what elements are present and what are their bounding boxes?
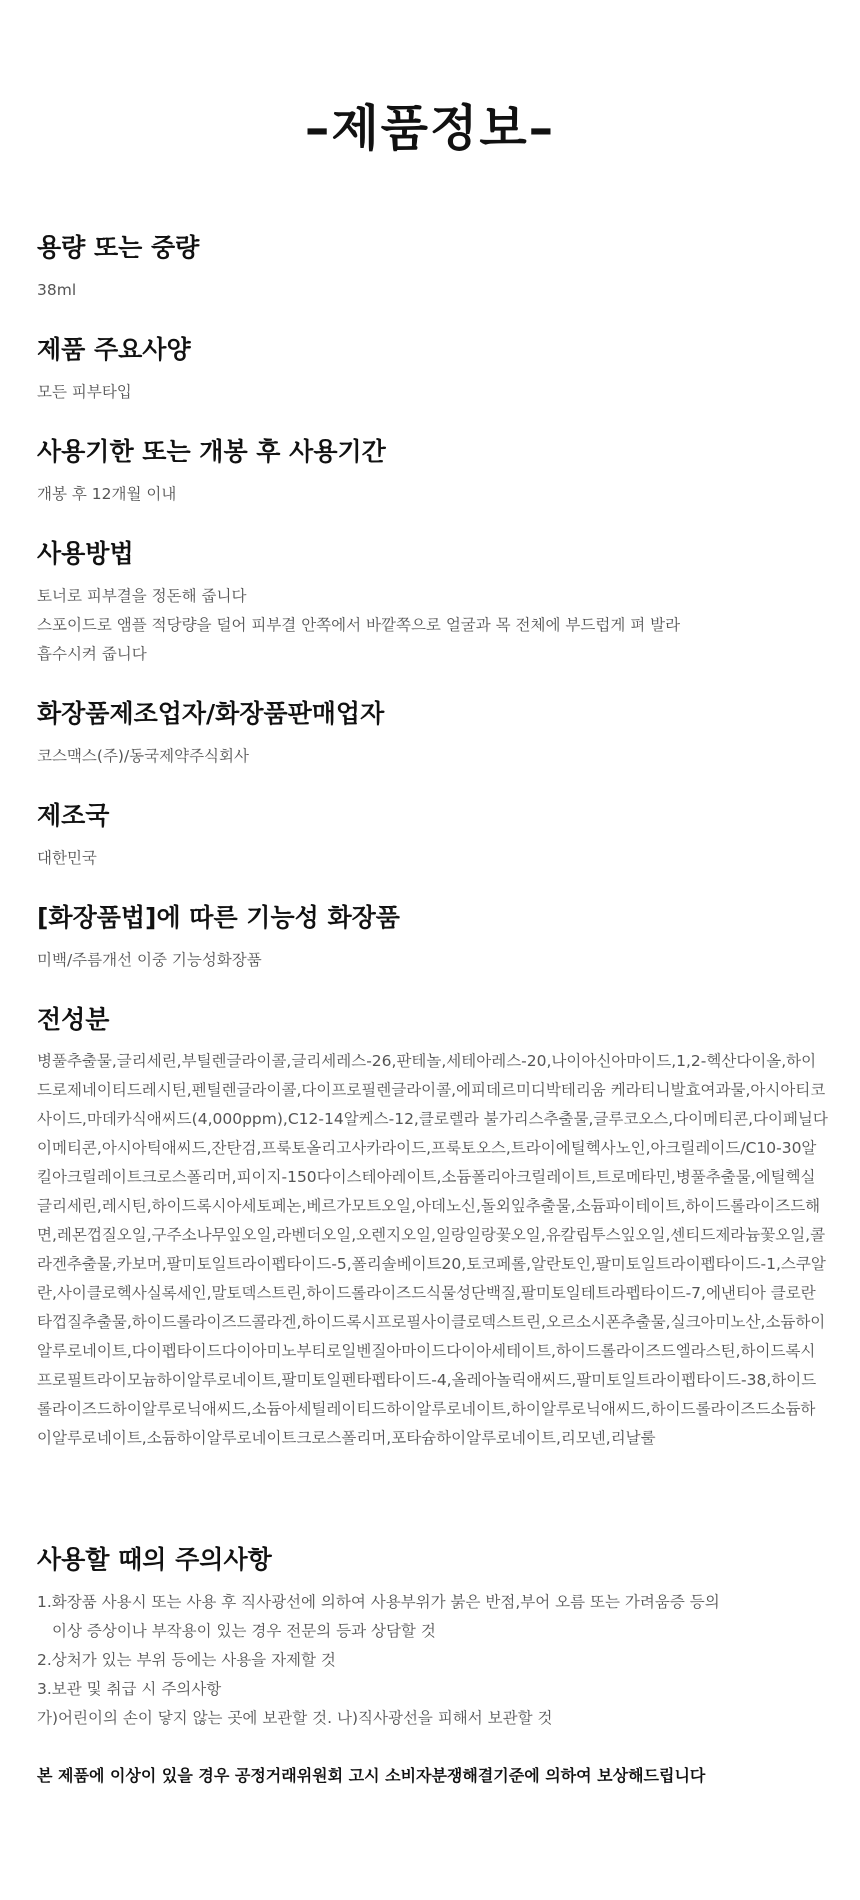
caution-item: 2.상처가 있는 부위 등에는 사용을 자제할 것 <box>37 1651 336 1669</box>
section-caution <box>37 1543 823 1733</box>
section-country <box>37 799 823 873</box>
section-title-ingredients: 전성분 <box>37 1005 110 1034</box>
caution-item: 1.화장품 사용시 또는 사용 후 직사광선에 의하여 사용부위가 붉은 반점,부어 오름 또는 가려움증 등의 <box>37 1593 720 1611</box>
expiry-value: 개봉 후 12개월 이내 <box>37 485 177 503</box>
manufacturer-value: 코스맥스(주)/동국제약주식회사 <box>37 747 249 765</box>
functional-value: 미백/주름개선 이중 기능성화장품 <box>37 951 262 969</box>
section-usage <box>37 537 823 669</box>
section-ingredients <box>37 1003 830 1453</box>
specs-value: 모든 피부타입 <box>37 383 132 401</box>
caution-body <box>37 1588 823 1733</box>
section-title-usage: 사용방법 <box>37 539 134 568</box>
caution-item: 3.보관 및 취급 시 주의사항 <box>37 1680 222 1698</box>
caution-item-continuation: 이상 증상이나 부작용이 있는 경우 전문의 등과 상담할 것 <box>52 1622 436 1640</box>
section-title-expiry: 사용기한 또는 개봉 후 사용기간 <box>37 437 386 466</box>
section-manufacturer <box>37 697 823 771</box>
section-specs <box>37 333 823 407</box>
usage-line: 흡수시켜 줍니다 <box>37 645 147 663</box>
ingredients-list: 병풀추출물,글리세린,부틸렌글라이콜,글리세레스-26,판테놀,세테아레스-20,나이아신아마이드,1,2-헥산다이올,하이드로제네이티드레시틴,펜틸렌글라이콜,다이프로필렌글라이콜,에피데르미디박테리움 케라티니발효여과물,아시아티코사이드,마데카식애씨드(4,000ppm),C12-14알케스-12,클로렐라 불가리스추출물,글루코오스,다이메티콘,다이페닐다이메티콘,아시아틱애씨드,잔탄검,프룩토올리고사카라이드,프룩토오스,트라이에틸헥사노인,아크릴레이드/C10-30알킬아크릴레이트크로스폴리머,피이지-150다이스테아레이트,소듐폴리아크릴레이트,트로메타민,병풀추출물,에틸헥실글리세린,레시틴,하이드록시아세토페논,베르가모트오일,아데노신,돌외잎추출물,소듐파이테이트,하이드롤라이즈드해면,레몬껍질오일,구주소나무잎오일,라벤더오일,오렌지오일,일랑일랑꽃오일,유칼립투스잎오일,센티드제라늄꽃오일,콜라겐추출물,카보머,팔미토일트라이펩타이드-5,폴리솔베이트20,토코페롤,알란토인,팔미토일트라이펩타이드-1,스쿠알란,사이클로헥사실록세인,말토덱스트린,하이드롤라이즈드식물성단백질,팔미토일테트라펩타이드-7,에낸티아 클로란타껍질추출물,하이드롤라이즈드콜라겐,하이드록시프로필사이클로덱스트린,오르소시폰추출물,실크아미노산,소듐하이알루로네이트,다이펩타이드다이아미노부티로일벤질아마이드다이아세테이트,하이드롤라이즈드엘라스틴,하이드록시프로필트라이모늄하이알루로네이트,팔미토일펜타펩타이드-4,올레아놀릭애씨드,팔미토일트라이펩타이드-38,하이드롤라이즈드하이알루로닉애씨드,소듐아세틸레이티드하이알루로네이트,하이알루로닉애씨드,하이드롤라이즈드소듐하이알루로네이트,소듐하이알루로네이트크로스폴리머,포타슘하이알루로네이트,리모넨,리날룰 <box>37 1052 828 1447</box>
section-title-specs: 제품 주요사양 <box>37 335 191 364</box>
section-functional <box>37 901 823 975</box>
caution-item-detail: 가)어린이의 손이 닿지 않는 곳에 보관할 것. 나)직사광선을 피해서 보관할 것 <box>37 1709 553 1727</box>
usage-line: 토너로 피부결을 정돈해 줍니다 <box>37 587 247 605</box>
section-title-functional: [화장품법]에 따른 기능성 화장품 <box>37 903 400 932</box>
section-volume <box>37 231 823 305</box>
section-title-volume: 용량 또는 중량 <box>37 233 200 262</box>
country-value: 대한민국 <box>37 849 97 867</box>
page-title: –제품정보– <box>304 100 556 157</box>
section-title-manufacturer: 화장품제조업자/화장품판매업자 <box>37 699 385 728</box>
usage-body <box>37 582 823 669</box>
section-title-caution: 사용할 때의 주의사항 <box>37 1545 272 1574</box>
compensation-notice: 본 제품에 이상이 있을 경우 공정거래위원회 고시 소비자분쟁해결기준에 의하여 보상해드립니다 <box>37 1766 706 1785</box>
section-expiry <box>37 435 823 509</box>
volume-value: 38ml <box>37 281 77 299</box>
usage-line: 스포이드로 앰플 적당량을 덜어 피부결 안쪽에서 바깥쪽으로 얼굴과 목 전체에 부드럽게 펴 발라 <box>37 616 681 634</box>
section-title-country: 제조국 <box>37 801 110 830</box>
